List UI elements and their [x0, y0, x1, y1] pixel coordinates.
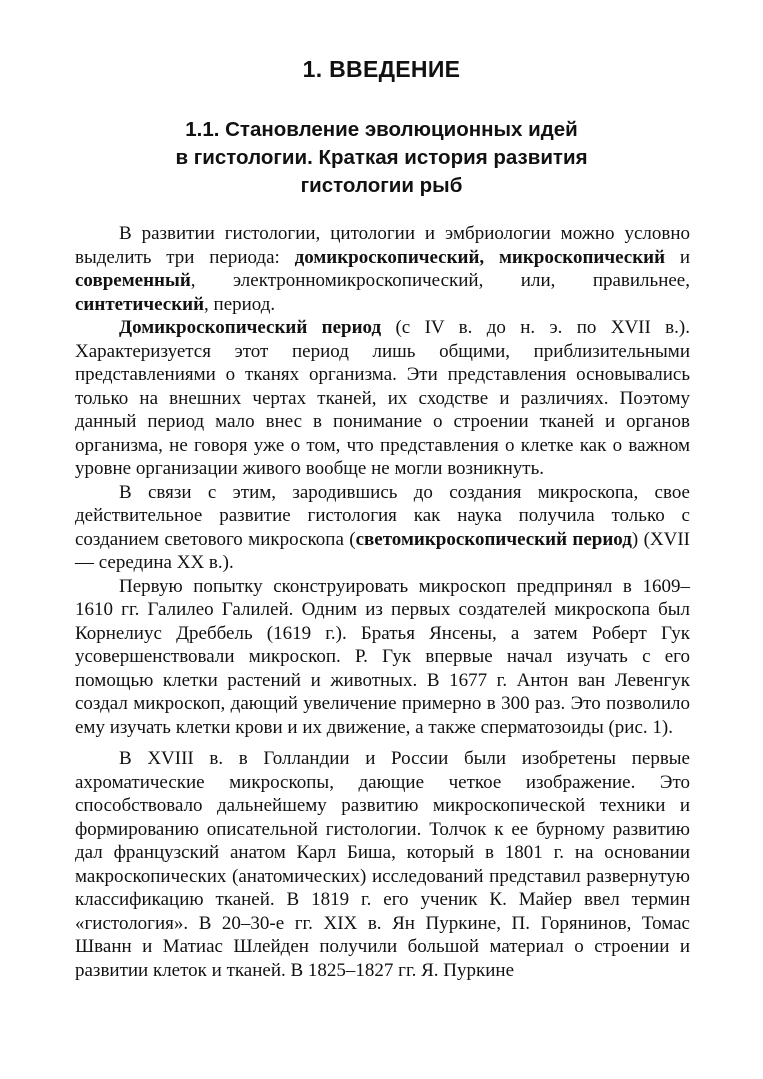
paragraph-text: Первую попытку сконструировать микроскоп предпринял в 1609–1610 гг. Галилео Галилей. Одним из первых создателей микроскопа был Корнелиус Дреббель (1619 г.). Братья Янсены, а затем Роберт Гук усовершенствовали микроскоп. Р. Гук впервые начал изучать с его помощью клетки растений и животных. В 1677 г. Антон ван Левенгук создал микроскоп, дающий увеличение примерно в 300 раз. Это позволило ему изучать клетки крови и их движение, а также сперматозоиды (рис. 1).: [75, 575, 690, 738]
paragraph-text: В XVIII в. в Голландии и России были изобретены первые ахроматические микроскопы, дающие четкое изображение. Это способствовало дальнейшему развитию микроскопической техники и формированию описательной гистологии. Толчок к ее бурному развитию дал французский анатом Карл Биша, который в 1801 г. на основании макроскопических (анатомических) исследований представил развернутую классификацию тканей. В 1819 г. его ученик К. Майер ввел термин «гистология». В 20–30-е гг. XIX в. Ян Пуркине, П. Горянинов, Томас Шванн и Матиас Шлейден получили большой материал о строении и развитии клеток и тканей. В 1825–1827 гг. Я. Пуркине: [75, 748, 690, 981]
body-text: [75, 222, 690, 982]
bold-term: домикроскопический, микроскопический: [294, 246, 666, 268]
paragraph-first-microscopes: [75, 575, 690, 740]
section-title-line-3: гистологии рыб: [300, 174, 463, 197]
paragraph-light-microscopy: [75, 481, 690, 575]
bold-term: современный: [75, 270, 191, 291]
paragraph-premicroscopic: [75, 316, 690, 481]
paragraph-periods: [75, 222, 690, 316]
section-title-line-1: 1.1. Становление эволюционных идей: [185, 118, 578, 141]
bold-term: Домикроскопический период: [119, 317, 382, 338]
paragraph-text: В развитии гистологии, цитологии и эмбриологии можно условно выделить три периода:: [75, 223, 690, 268]
bold-term: синтетический: [75, 293, 205, 315]
chapter-title: 1. ВВЕДЕНИЕ: [302, 56, 461, 82]
paragraph-text: В связи с этим, зародившись до создания микроскопа, свое действительное развитие гистология как наука получила только с созданием светового микроскопа (: [75, 481, 690, 550]
paragraph-text: , период.: [204, 293, 276, 315]
paragraph-text: (с IV в. до н. э. по XVII в.). Характеризуется этот период лишь общими, приблизительными представлениями о тканях организма. Эти представления основывались только на внешних чертах тканей, их сходстве и различиях. Поэтому данный период мало внес в понимание о строении тканей и органов организма, не говоря уже о том, что представления о клетке как о важном уровне организации живого вообще не могли возникнуть.: [75, 317, 690, 479]
section-title-line-2: в гистологии. Краткая история развития: [175, 146, 588, 169]
bold-term: светомикроскопический период: [355, 528, 632, 550]
paragraph-text: и: [665, 246, 690, 268]
paragraph-text: ) (XVII — середина XX в.).: [75, 528, 691, 573]
paragraph-18th-century: [75, 747, 690, 982]
paragraph-text: , электронномикроскопический, или, правильнее,: [190, 270, 690, 291]
